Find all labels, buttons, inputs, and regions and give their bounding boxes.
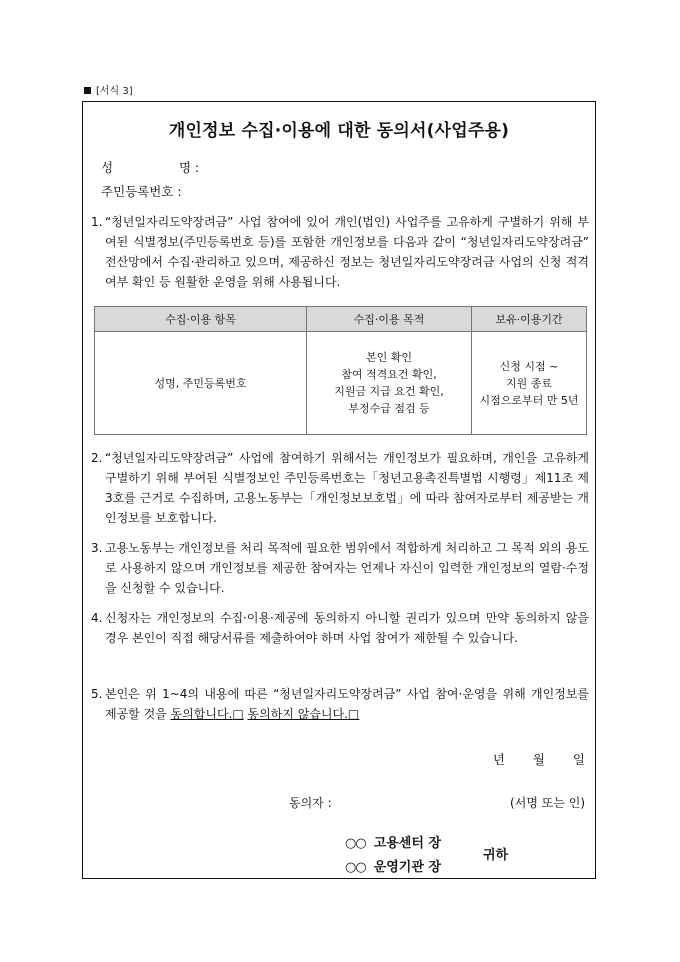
item-5: 5. 본인은 위 1~4의 내용에 따른 “청년일자리도약장려금” 사업 참여·운영을 위해 개인정보를 제공할 것을 동의합니다.□ 동의하지 않습니다.□	[91, 687, 589, 721]
name-label-first: 성	[101, 160, 114, 175]
consent-form	[82, 101, 596, 879]
item-1: 1. “청년일자리도약장려금” 사업 참여에 있어 개인(법인) 사업주를 고유하게 구별하기 위해 부여된 식별정보(주민등록번호 등)를 포함한 개인정보를 다음과 같이 “청년일자리도약장려금” 전산망에서 수집·관리하고 있으며, 제공하신 정보는 청년일자리도약장려금 사업의 신청 적격 여부 확인 등 원활한 운영을 위해 사용됩니다.	[91, 215, 589, 289]
name-label-second: 명 :	[179, 160, 200, 175]
table-header-period: 보유·이용기간	[472, 307, 587, 332]
item-3: 3. 고용노동부는 개인정보를 처리 목적에 필요한 범위에서 적합하게 처리하고 그 목적 외의 용도로 사용하지 않으며 개인정보를 제공한 참여자는 언제나 자신이 입력한 개인정보의 열람·수정을 신청할 수 있습니다.	[91, 541, 589, 595]
cell-period: 신청 시점 ~ 지원 종료 시점으로부터 만 5년	[472, 332, 587, 435]
disagree-checkbox[interactable]: □	[347, 707, 360, 721]
rrn-field	[101, 182, 182, 200]
addressees	[345, 832, 441, 880]
cell-purpose: 본인 확인 참여 적격요건 확인, 지원금 지급 요건 확인, 부정수급 점검 등	[307, 332, 472, 435]
disagree-option[interactable]: 동의하지 않습니다.□	[247, 707, 360, 721]
table-header-purpose: 수집·이용 목적	[307, 307, 472, 332]
rrn-label: 주민등록번호 :	[101, 184, 182, 199]
item-4: 4. 신청자는 개인정보의 수집·이용·제공에 동의하지 아니할 권리가 있으며 만약 동의하지 않을 경우 본인이 직접 해당서류를 제출하여야 하며 사업 참여가 제한될 수 있습니다.	[91, 611, 589, 645]
addressee-employment-center: ○○ 고용센터 장	[345, 836, 442, 851]
table-header-items: 수집·이용 항목	[95, 307, 307, 332]
agreer-label: 동의자 :	[289, 796, 332, 810]
cell-items: 성명, 주민등록번호	[95, 332, 307, 435]
recipient-suffix: 귀하	[483, 848, 509, 863]
addressee-operating-agency: ○○ 운영기관 장	[345, 860, 442, 875]
table-row	[95, 332, 587, 435]
form-label: [서식 3]	[84, 82, 133, 97]
agree-option[interactable]: 동의합니다.□	[170, 707, 244, 721]
date-line: 년 월 일	[492, 752, 585, 767]
signature-note: (서명 또는 인)	[510, 796, 585, 810]
form-title: 개인정보 수집·이용에 대한 동의서(사업주용)	[168, 121, 510, 141]
item-2: 2. “청년일자리도약장려금” 사업에 참여하기 위해서는 개인정보가 필요하며, 개인을 고유하게 구별하기 위해 부여된 식별정보인 주민등록번호는「청년고용촉진특별법 시행령」제11조 제3호를 근거로 수집하며, 고용노동부는「개인정보보호법」에 따라 참여자로부터 제공받는 개인정보를 보호합니다.	[91, 451, 589, 525]
agree-checkbox[interactable]: □	[232, 707, 244, 721]
name-field	[101, 158, 199, 176]
consent-table	[94, 306, 587, 435]
square-bullet-icon	[84, 87, 91, 94]
